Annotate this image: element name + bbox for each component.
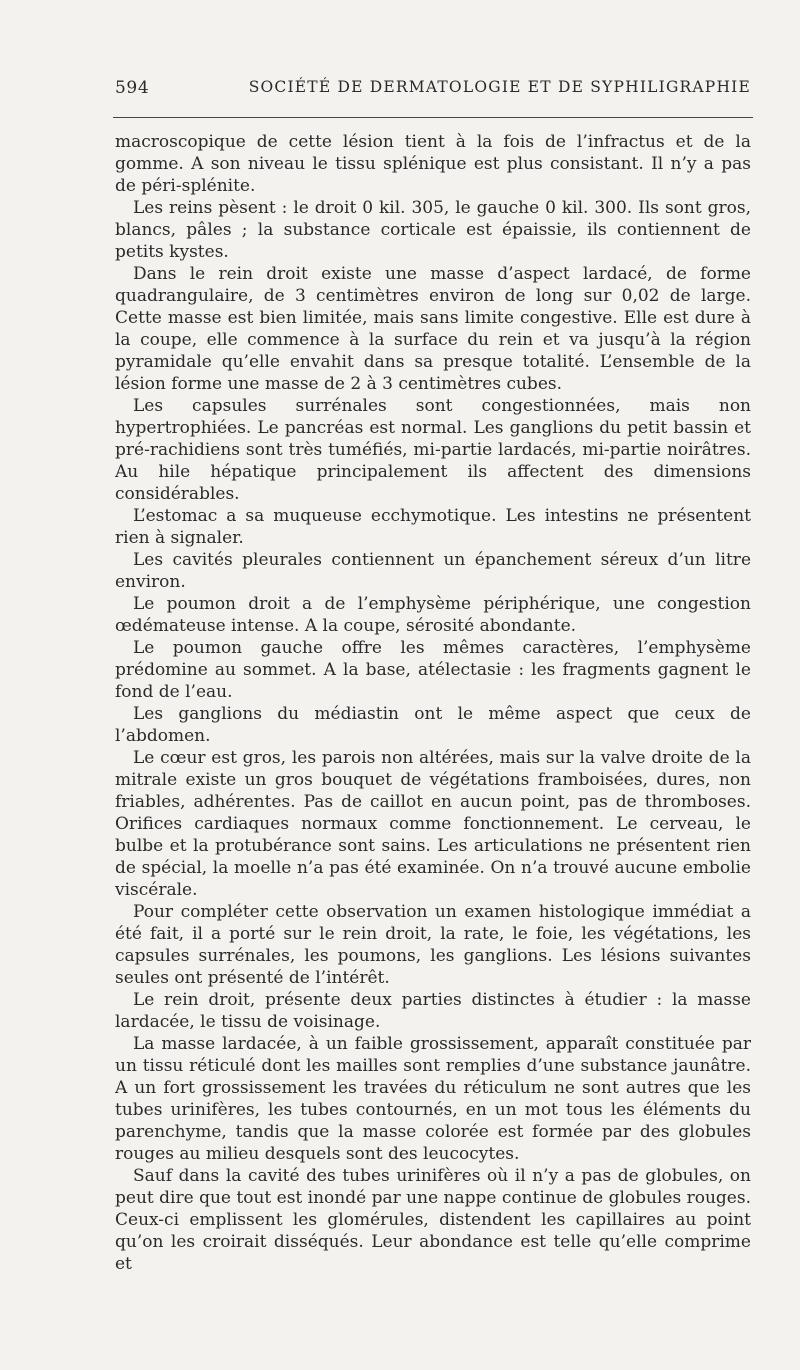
- paragraph-6: Les cavités pleurales contiennent un épanchement séreux d’un litre environ.: [115, 550, 751, 592]
- header-rule: [113, 117, 753, 118]
- paragraph-12: Le rein droit, présente deux parties distinctes à étudier : la masse lardacée, le tissu de voisinage.: [115, 990, 751, 1032]
- paragraph-2: Les reins pèsent : le droit 0 kil. 305, le gauche 0 kil. 300. Ils sont gros, blancs, pâles ; la substance corticale est épaissie, ils contiennent de petits kystes.: [115, 198, 751, 262]
- page-header: [115, 78, 751, 104]
- paragraph-9: Les ganglions du médiastin ont le même aspect que ceux de l’abdomen.: [115, 704, 751, 746]
- paragraph-4: Les capsules surrénales sont congestionnées, mais non hypertrophiées. Le pancréas est normal. Les ganglions du petit bassin et pré-rachidiens sont très tuméfiés, mi-partie lardacés, mi-partie noirâtres. Au hile hépatique principalement ils affectent des dimensions considérables.: [115, 396, 751, 504]
- paragraph-3: Dans le rein droit existe une masse d’aspect lardacé, de forme quadrangulaire, de 3 centimètres environ de long sur 0,02 de large. Cette masse est bien limitée, mais sans limite congestive. Elle est dure à la coupe, elle commence à la surface du rein et va jusqu’à la région pyramidale qu’elle envahit dans sa presque totalité. L’ensemble de la lésion forme une masse de 2 à 3 centimètres cubes.: [115, 264, 751, 394]
- paragraph-10: Le cœur est gros, les parois non altérées, mais sur la valve droite de la mitrale existe un gros bouquet de végétations framboisées, dures, non friables, adhérentes. Pas de caillot en aucun point, pas de thromboses. Orifices cardiaques normaux comme fonctionnement. Le cerveau, le bulbe et la protubérance sont sains. Les articulations ne présentent rien de spécial, la moelle n’a pas été examinée. On n’a trouvé aucune embolie viscérale.: [115, 748, 751, 900]
- page-number: 594: [115, 78, 150, 98]
- paragraph-11: Pour compléter cette observation un examen histologique immédiat a été fait, il a porté sur le rein droit, la rate, le foie, les végétations, les capsules surrénales, les poumons, les ganglions. Les lésions suivantes seules ont présenté de l’intérêt.: [115, 902, 751, 988]
- body-text: [115, 131, 751, 1275]
- paragraph-8: Le poumon gauche offre les mêmes caractères, l’emphysème prédomine au sommet. A la base, atélectasie : les fragments gagnent le fond de l’eau.: [115, 638, 751, 702]
- paragraph-5: L’estomac a sa muqueuse ecchymotique. Les intestins ne présentent rien à signaler.: [115, 506, 751, 548]
- paragraph-13: La masse lardacée, à un faible grossissement, apparaît constituée par un tissu réticulé dont les mailles sont remplies d’une substance jaunâtre. A un fort grossissement les travées du réticulum ne sont autres que les tubes urinifères, les tubes contournés, en un mot tous les éléments du parenchyme, tandis que la masse colorée est formée par des globules rouges au milieu desquels sont des leucocytes.: [115, 1034, 751, 1164]
- paragraph-1: macroscopique de cette lésion tient à la fois de l’infractus et de la gomme. A son niveau le tissu splénique est plus consistant. Il n’y a pas de péri-splénite.: [115, 132, 751, 196]
- paragraph-7: Le poumon droit a de l’emphysème périphérique, une congestion œdémateuse intense. A la coupe, sérosité abondante.: [115, 594, 751, 636]
- paragraph-14: Sauf dans la cavité des tubes urinifères où il n’y a pas de globules, on peut dire que tout est inondé par une nappe continue de globules rouges. Ceux-ci emplissent les glomérules, distendent les capillaires au point qu’on les croirait disséqués. Leur abondance est telle qu’elle comprime et: [115, 1166, 751, 1274]
- running-title: SOCIÉTÉ DE DERMATOLOGIE ET DE SYPHILIGRAPHIE: [248, 78, 751, 96]
